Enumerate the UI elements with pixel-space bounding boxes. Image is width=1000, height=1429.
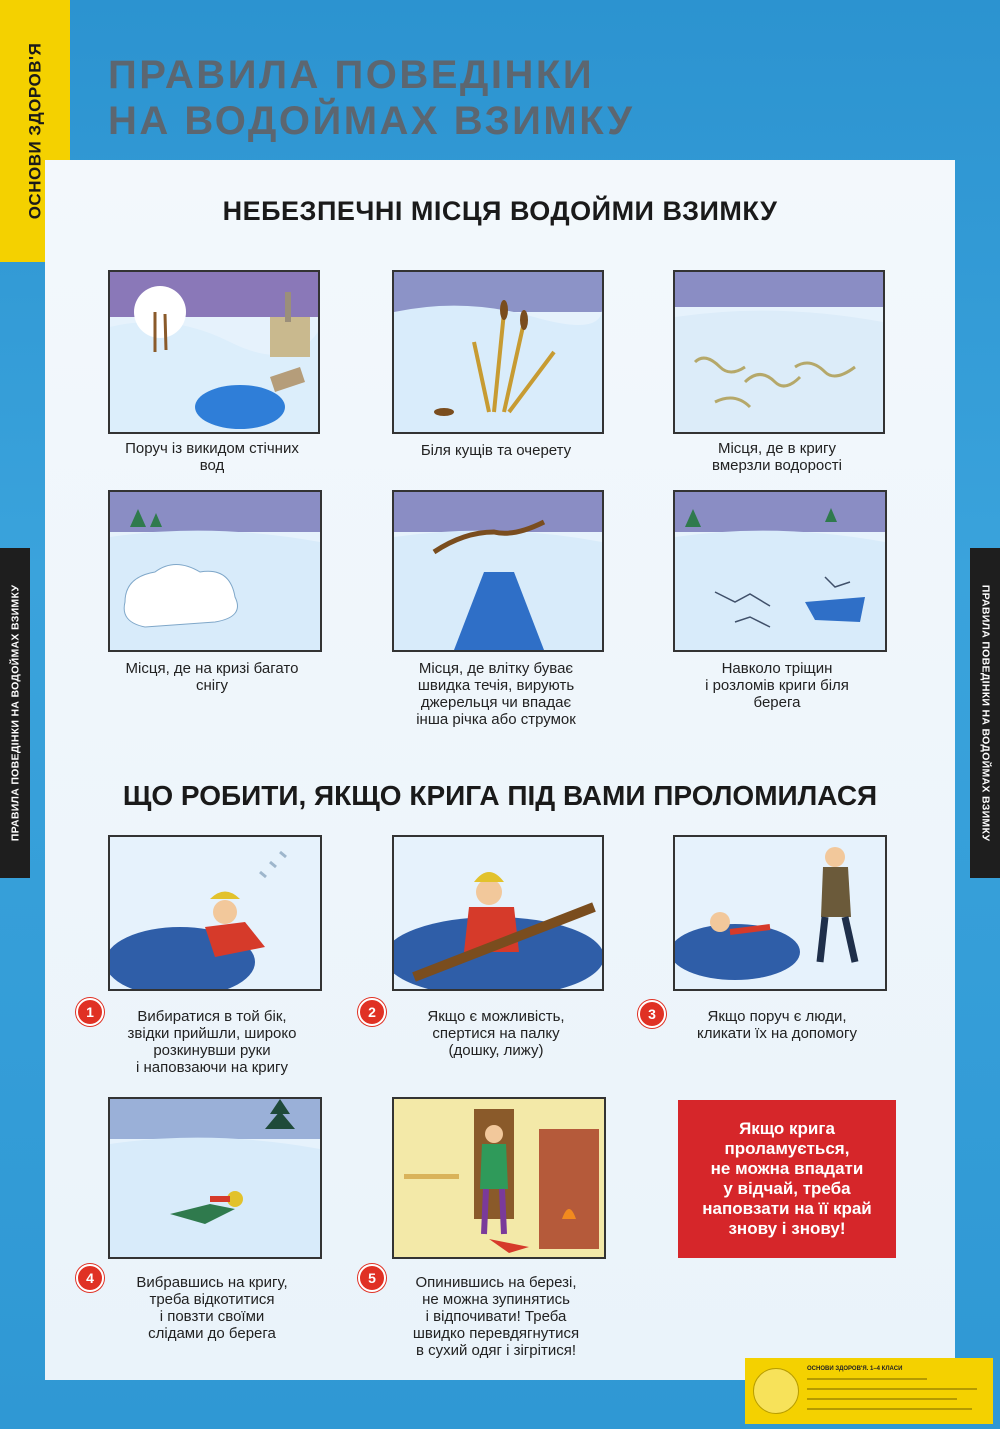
subject-tab-label: ОСНОВИ ЗДОРОВ'Я	[25, 42, 44, 220]
danger-caption-5: Місця, де влітку буває швидка течія, вирують джерельця чи впадає інша річка або струмок	[416, 660, 576, 728]
dangers-heading: НЕБЕЗПЕЧНІ МІСЦЯ ВОДОЙМИ ВЗИМКУ	[222, 196, 778, 226]
step-badge-3: 3	[638, 1000, 666, 1028]
call-for-help-illustration	[673, 835, 887, 991]
danger-caption-4: Місця, де на кризі багато снігу	[125, 660, 299, 694]
step-text-4: Вибравшись на кригу, треба відкотитися і повзти своїми слідами до берега	[136, 1274, 288, 1342]
side-label-right: ПРАВИЛА ПОВЕДІНКИ НА ВОДОЙМАХ ВЗИМКУ	[970, 548, 1000, 878]
step-text-3: Якщо поруч є люди, кликати їх на допомогу	[697, 1008, 857, 1042]
step-badge-1: 1	[76, 998, 104, 1026]
step-badge-2: 2	[358, 998, 386, 1026]
publisher-series: ОСНОВИ ЗДОРОВ'Я. 1–4 КЛАСИ	[807, 1366, 903, 1372]
danger-caption-1: Поруч із викидом стічних вод	[125, 440, 299, 474]
poster-title-line2: НА ВОДОЙМАХ ВЗИМКУ	[108, 99, 635, 143]
danger-caption-6: Навколо тріщин і розломів криги біля берега	[705, 660, 849, 711]
frozen-algae-illustration	[673, 270, 885, 434]
step-badge-5: 5	[358, 1264, 386, 1292]
ice-cracks-illustration	[673, 490, 887, 652]
child-with-ski-illustration	[392, 835, 604, 991]
warming-up-at-home-illustration	[392, 1097, 606, 1259]
danger-caption-2: Біля кущів та очерету	[420, 442, 572, 459]
step-text-2: Якщо є можливість, спертися на палку (дошку, лижу)	[427, 1008, 565, 1059]
crawling-on-ice-illustration	[108, 1097, 322, 1259]
step-text-1: Вибиратися в той бік, звідки прийшли, широко розкинувши руки і наповзаючи на кригу	[127, 1008, 297, 1076]
actions-heading: ЩО РОБИТИ, ЯКЩО КРИГА ПІД ВАМИ ПРОЛОМИЛАСЯ	[122, 780, 878, 811]
step-badge-4: 4	[76, 1264, 104, 1292]
fast-current-illustration	[392, 490, 604, 652]
reeds-illustration	[392, 270, 604, 434]
step-text-5: Опинившись на березі, не можна зупинятись і відпочивати! Треба швидко перевдягнутися в сухий одяг і зігрітися!	[412, 1274, 580, 1359]
factory-drain-illustration	[108, 270, 320, 434]
publisher-label	[745, 1358, 993, 1424]
child-in-ice-hole-illustration	[108, 835, 322, 991]
warning-box: Якщо крига проламується, не можна впадати у відчай, треба наповзати на її край знову і знову!	[678, 1100, 896, 1258]
danger-caption-3: Місця, де в кригу вмерзли водорості	[712, 440, 842, 474]
poster-title-line1: ПРАВИЛА ПОВЕДІНКИ	[108, 53, 595, 97]
snow-on-ice-illustration	[108, 490, 322, 652]
side-label-left: ПРАВИЛА ПОВЕДІНКИ НА ВОДОЙМАХ ВЗИМКУ	[0, 548, 30, 878]
publisher-logo	[753, 1368, 799, 1414]
poster-title	[108, 52, 635, 144]
